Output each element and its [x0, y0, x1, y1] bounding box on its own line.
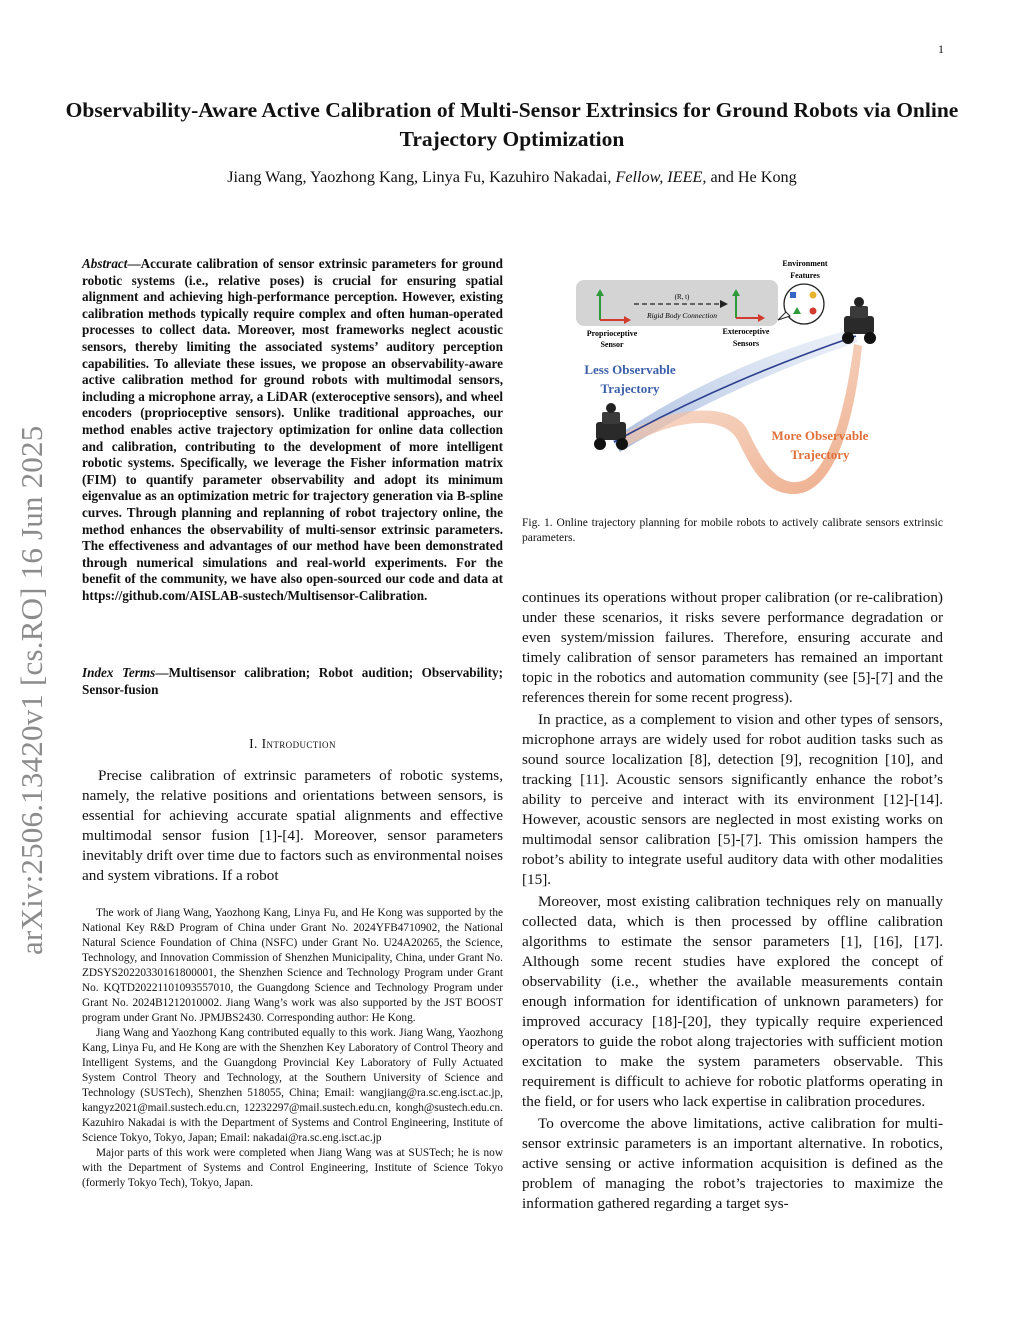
arxiv-stamp: arXiv:2506.13420v1 [cs.RO] 16 Jun 2025 [14, 425, 49, 955]
body-paragraph: To overcome the above limitations, active calibration for multi-sensor extrinsic parameters is an important alternative. In robotics, active sensing or active information acquisition is defined as the problem of managing the robot’s trajectories to maximize the information gathered regarding a target sys- [522, 1115, 943, 1212]
robot-start-icon [594, 403, 628, 450]
figure-1-illustration [522, 254, 943, 500]
env-features-label-2: Features [790, 271, 820, 280]
figure-caption: Fig. 1. Online trajectory planning for mobile robots to actively calibrate sensors extrinsic parameters. [522, 517, 943, 544]
authors-fellow: Fellow, IEEE, [615, 168, 707, 186]
body-paragraph: Moreover, most existing calibration techniques rely on manually collected data, which is then processed by offline calibration algorithms to estimate the sensor parameters [1], [16], [17]. Although some recent studies have explored the concept of observability (i.e., whether the available measurements contain enough information for identification of unknown parameters) for improved accuracy [18]-[20], they typically require experienced operators to guide the robot along trajectories with sufficient motion excitation to make the system parameters observable. This requirement is difficult to achieve for robotic platforms operating in the field, or for users who lack expertise in calibration procedures. [522, 893, 943, 1110]
extero-label-1: Exteroceptive [722, 327, 770, 336]
proprio-label-1: Proprioceptive [586, 329, 638, 338]
right-column-body [522, 588, 943, 1216]
intro-paragraph: Precise calibration of extrinsic parameters of robotic systems, namely, the relative positions and orientations between sensors, is essential for achieving accurate spatial alignments and effective multimodal sensor fusion [1]-[4]. Moreover, sensor parameters inevitably drift over time due to factors such as environmental noises and system vibrations. If a robot [82, 767, 503, 884]
figure-1 [522, 254, 943, 500]
footnote-note: Major parts of this work were completed when Jiang Wang was at SUSTech; he is now with the Department of Systems and Control Engineering, Institute of Science Tokyo (formerly Tokyo Tech), Tokyo, Japan. [82, 1147, 503, 1189]
author-list [60, 168, 964, 187]
abstract [82, 256, 503, 604]
more-observable-label-1: More Observable [771, 428, 869, 443]
abstract-text: —Accurate calibration of sensor extrinsic parameters for ground robotic systems (i.e., relative poses) is crucial for ensuring spatial alignment and achieving high-performance perception. However, existing calibration methods typically require complex and often human-operated processes to collect data. Moreover, most frameworks neglect acoustic sensors, thereby limiting the associated systems’ auditory perception capabilities. To alleviate these issues, we propose an observability-aware active calibration method for ground robots with multimodal sensors, including a microphone array, a LiDAR (exteroceptive sensors), and wheel encoders (proprioceptive sensors). Unlike traditional approaches, our method enables active trajectory optimization for online data collection and calibration, contributing to the development of more intelligent robotic systems. Specifically, we leverage the Fisher information matrix (FIM) to quantify parameter observability and adopt its minimum eigenvalue as an optimization metric for trajectory generation via B-spline curves. Through planning and replanning of robot trajectory online, the method enhances the observability of multi-sensor extrinsic parameters. The effectiveness and advantages of our method have been demonstrated through numerical simulations and real-world experiments. For the benefit of the community, we have also open-sourced our code and data at https://github.com/AISLAB-sustech/Multisensor-Calibration. [82, 256, 503, 603]
index-terms-lead: Index Terms [82, 665, 156, 680]
env-features-label-1: Environment [782, 259, 828, 268]
rigid-connection-label: Rigid Body Connection [647, 311, 717, 320]
feature-square-icon [790, 292, 796, 298]
feature-circle-icon [810, 292, 817, 299]
feature-dot-icon [810, 308, 817, 315]
footnote-affiliations: Jiang Wang and Yaozhong Kang contributed equally to this work. Jiang Wang, Yaozhong Kang, Linya Fu, and He Kong are with the Shenzhen Key Laboratory of Control Theory and Intelligent Systems, and the Guangdong Provincial Key Laboratory of Fully Actuated System Control Theory and Technology, at the Southern University of Science and Technology (SUSTech), Shenzhen 518055, China; Email: wangjiang@ra.sc.eng.isct.ac.jp, kangyz2021@mail.sustech.edu.cn, 12232297@mail.sustech.edu.cn, kongh@sustech.edu.cn. Kazuhiro Nakadai is with the Department of Systems and Control Engineering, Institute of Science Tokyo, Tokyo, Japan; Email: nakadai@ra.sc.eng.isct.ac.jp [82, 1027, 503, 1144]
extero-label-2: Sensors [732, 339, 760, 348]
more-observable-label-2: Trajectory [790, 447, 850, 462]
page-number: 1 [938, 42, 944, 56]
env-features-bubble [784, 284, 824, 324]
proprio-label-2: Sensor [600, 340, 624, 349]
paper-title: Observability-Aware Active Calibration of Multi-Sensor Extrinsics for Ground Robots via Online Trajectory Optimization [65, 98, 959, 151]
index-terms [82, 665, 503, 698]
less-observable-label-2: Trajectory [600, 381, 660, 396]
body-paragraph: continues its operations without proper calibration (or re-calibration) under these scenarios, it risks severe performance degradation or even system/mission failures. Therefore, ensuring accurate and timely calibration of sensor parameters has remained an important topic in the robotics and automation community (see [5]-[7] and the references therein for some recent progress). [522, 589, 943, 706]
footnote-funding: The work of Jiang Wang, Yaozhong Kang, Linya Fu, and He Kong was supported by the National Key R&D Program of China under Grant No. 2024YFB4710902, the National Natural Science Foundation of China (NSFC) under Grant No. U24A20265, the Science, Technology, and Innovation Commission of Shenzhen Municipality, China, under Grant No. ZDSYS20220330161800001, the Shenzhen Science and Technology Program under Grant No. KQTD20221101093557010, the Guangdong Science and Technology Program under Grant No. 2024B1212010002. Jiang Wang’s work was also supported by the JST BOOST program under Grant No. JPMJBS2430. Corresponding author: He Kong. [82, 907, 503, 1024]
authors-names: Jiang Wang, Yaozhong Kang, Linya Fu, Kazuhiro Nakadai, [227, 168, 616, 186]
footnote [82, 906, 503, 1191]
section-heading-introduction [82, 736, 503, 752]
authors-tail: and He Kong [706, 168, 797, 186]
section-heading-text: I. Introduction [249, 736, 336, 751]
rt-label: (R, t) [674, 293, 690, 301]
index-terms-text: —Multisensor calibration; Robot audition; Observability; Sensor-fusion [82, 665, 503, 697]
less-observable-label-1: Less Observable [584, 362, 676, 377]
abstract-lead: Abstract [82, 256, 128, 271]
body-paragraph: In practice, as a complement to vision and other types of sensors, microphone arrays are widely used for robot audition tasks such as sound source localization [8], detection [9], recognition [10], and tracking [11]. Acoustic sensors significantly enhance the robot’s ability to perceive and interact with its environment [12]-[14]. However, acoustic sensors are neglected in most existing works on multimodal sensor calibration [5]-[7]. This omission hampers the robot’s ability to integrate useful auditory data with other modalities [15]. [522, 711, 943, 888]
robot-end-icon [842, 297, 876, 344]
